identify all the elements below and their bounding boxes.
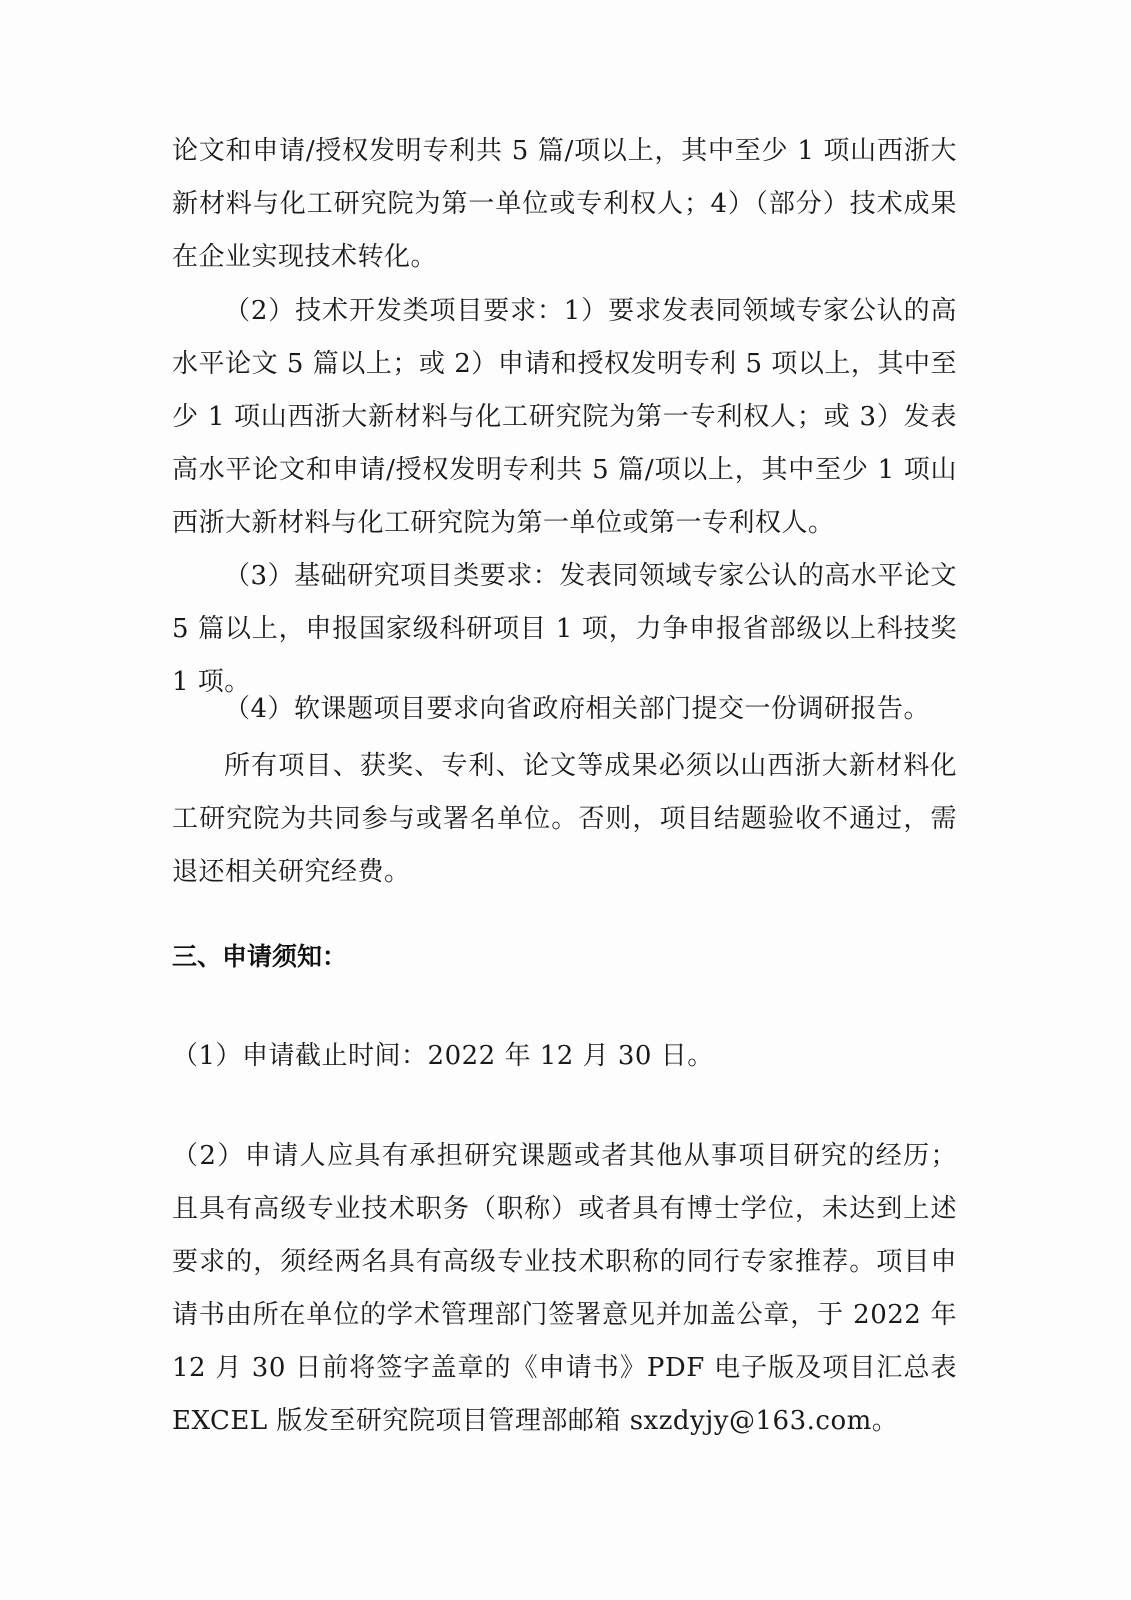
paragraph-attribution-requirement: 所有项目、获奖、专利、论文等成果必须以山西浙大新材料化工研究院为共同参与或署名单位。否则，项目结题验收不通过，需退还相关研究经费。 [172,751,957,887]
paragraph-continuation: 论文和申请/授权发明专利共 5 篇/项以上，其中至少 1 项山西浙大新材料与化工研究院为第一单位或专利权人；4）（部分）技术成果在企业实现技术转化。 [172,136,957,272]
paragraph-tech-dev-requirements: （2）技术开发类项目要求：1）要求发表同领域专家公认的高水平论文 5 篇以上；或 2）申请和授权发明专利 5 项以上，其中至少 1 项山西浙大新材料与化工研究院为第一专利权人；或 3）发表高水平论文和申请/授权发明专利共 5 篇/项以上，其中至少 1 项山西浙大新材料与化工研究院为第一单位或第一专利权人。 [172,296,957,538]
notice-applicant-requirements: （2）申请人应具有承担研究课题或者其他从事项目研究的经历；且具有高级专业技术职务（职称）或者具有博士学位，未达到上述要求的，须经两名具有高级专业技术职称的同行专家推荐。项目申请书由所在单位的学术管理部门签署意见并加盖公章，于 2022 年 12 月 30 日前将签字盖章的《申请书》PDF 电子版及项目汇总表 EXCEL 版发至研究院项目管理部邮箱 sxzdyjy@163.com。 [172,1141,957,1436]
notice-deadline: （1）申请截止时间：2022 年 12 月 30 日。 [172,1041,714,1071]
paragraph-soft-topic-requirements: （4）软课题项目要求向省政府相关部门提交一份调研报告。 [224,694,931,724]
section-heading-application-notice: 三、申请须知： [172,942,348,971]
paragraph-basic-research-requirements: （3）基础研究项目类要求：发表同领域专家公认的高水平论文 5 篇以上，申报国家级科研项目 1 项，力争申报省部级以上科技奖 1 项。 [172,561,957,697]
